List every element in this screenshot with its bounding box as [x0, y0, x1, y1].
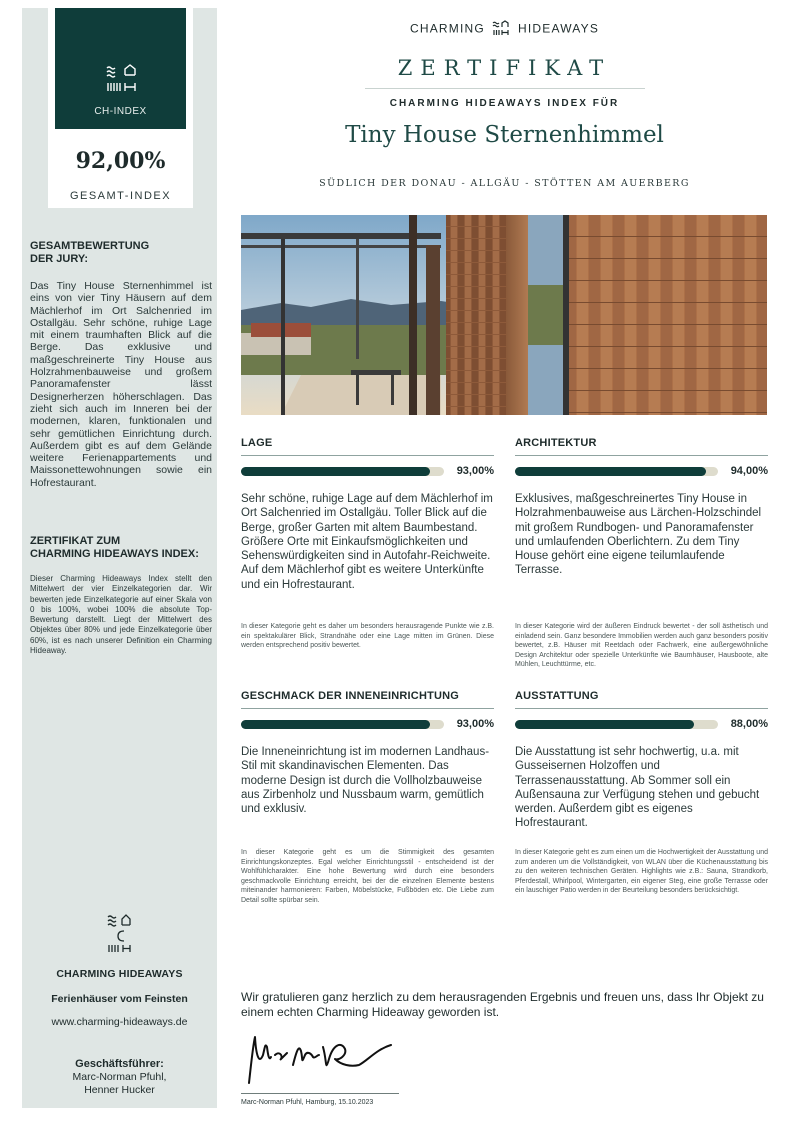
- category-note-ausstattung: In dieser Kategorie geht es zum einen um die Hochwertigkeit der Ausstattung und zum anderen um die Vollständigkeit, von WLAN über die Küchenausstattung bis zu den weiteren technischen Geräten. Highlights wie z.B.: Sauna, Strandkorb, Pferdestall, Whirlpool, Wintergarten, ein eigener Steg, eine große Terrasse oder ein lauschiger Patio werden in der Beurteilung besonders berücksichtigt.: [515, 849, 768, 895]
- total-index-label: GESAMT-INDEX: [69, 190, 172, 202]
- score-bar-row: [241, 709, 494, 739]
- jury-heading: [30, 240, 212, 266]
- certificate-subtitle: CHARMING HIDEAWAYS INDEX FÜR: [389, 98, 620, 109]
- category-title: ARCHITEKTUR: [515, 437, 597, 449]
- index-badge: [48, 8, 193, 208]
- jury-heading-line-1: GESAMTBEWERTUNG: [30, 240, 150, 252]
- category-note-lage: In dieser Kategorie geht es daher um besonders herausragende Punkte wie z.B. ein spektakulärer Blick, Strandnähe oder eine Lage mitten im Grünen. Diese werden entsprechend positiv bewertet.: [241, 623, 494, 650]
- score-value: 94,00%: [730, 465, 768, 477]
- index-heading-line-2: CHARMING HIDEAWAYS INDEX:: [30, 548, 199, 560]
- category-description: Die Ausstattung ist sehr hochwertig, u.a. mit Gusseisernen Holzoffen und Terrassenausstattung. Ab Sommer soll ein Außensauna zur Verfügung stehen und gebucht werden. Außerdem gibt es eigenes Hofrestaurant.: [515, 746, 760, 830]
- category-ausstattung: [515, 690, 768, 831]
- score-bar-fill: [241, 467, 430, 476]
- category-note-architektur: In dieser Kategorie wird der äußeren Eindruck bewertet - der soll ästhetisch und einladend sein. Ganz besondere Immobilien werden auch ganz besonders positiv bewertet, z.B. Häuser mit Reetdach oder Fachwerk, eine außergewöhnliche Design Architektur oder spezielle Unterkünfte wie Baumhäuser, Hausboote, alte Mühlen, Leuchttürme, etc.: [515, 623, 768, 669]
- category-title: GESCHMACK DER INNENEINRICHTUNG: [241, 690, 460, 702]
- footer-website-link[interactable]: www.charming-hideaways.de: [51, 1016, 188, 1028]
- score-bar-track: [241, 720, 444, 729]
- footer-logo-icon: [107, 913, 133, 958]
- brand-header: [241, 20, 768, 39]
- jury-heading-line-2: DER JURY:: [30, 253, 89, 265]
- signature-image: [241, 1025, 401, 1091]
- score-value: 88,00%: [730, 718, 768, 730]
- score-bar-row: [241, 456, 494, 486]
- category-title: AUSSTATTUNG: [515, 690, 599, 702]
- score-bar-track: [515, 467, 718, 476]
- score-bar-fill: [241, 720, 430, 729]
- category-description: Die Inneneinrichtung ist im modernen Landhaus-Stil mit skandinavischen Elementen. Das moderne Design ist durch die Vollholzbauweise aus Zirbenholz und Nussbaum warm, gemütlich und exklusiv.: [241, 746, 490, 816]
- brand-mark-icon: [492, 20, 510, 39]
- index-heading: [30, 535, 212, 561]
- category-title: LAGE: [241, 437, 273, 449]
- ceo-name-2: Henner Hucker: [84, 1084, 155, 1096]
- score-value: 93,00%: [456, 465, 494, 477]
- property-photo: [241, 215, 767, 415]
- brand-left: CHARMING: [409, 21, 485, 36]
- signature-line: [241, 1093, 399, 1094]
- jury-text: Das Tiny House Sternenhimmel ist eins von vier Tiny Häusern auf dem Mächlerhof im Ort Salchenried im Ostallgäu. Sehr schöne, ruhige Lage mit einem traumhaften Blick auf die Berge. Das exklusive und maßgeschreinerte Tiny House aus Holzrahmenbauweise und großem Panoramafenster lässt Designerherzen höherschlagen. Das zieht sich auch im Inneren bei der modernen, klaren, funktionalen und sehr gemütlichen Einrichtung durch. Außerdem gibt es auf dem Gelände weitere Ferienappartements und Maissonettewohnungen sowie ein Hofrestaurant.: [30, 280, 212, 489]
- score-bar-fill: [515, 467, 706, 476]
- sidebar: [22, 8, 217, 1108]
- ceo-names: [22, 1071, 217, 1097]
- score-bar-row: [515, 709, 768, 739]
- ch-logo-icon: [55, 63, 186, 93]
- title-divider: [365, 88, 645, 89]
- category-description: Sehr schöne, ruhige Lage auf dem Mächlerhof im Ort Salchenried im Ostallgäu. Toller Blick auf die Berge, großer Garten mit altem Baumbestand. Größere Orte mit Einkaufsmöglichkeiten und Sehenswürdigkeiten sind in Autofahr-Reichweite. Auf dem Mächlerhof gibt es weitere Unterkünfte und ein Hofrestaurant.: [241, 493, 493, 591]
- ceo-name-1: Marc-Norman Pfuhl,: [72, 1071, 167, 1083]
- index-heading-line-1: ZERTIFIKAT ZUM: [30, 535, 121, 547]
- badge-label: CH-INDEX: [94, 106, 147, 117]
- score-bar-track: [241, 467, 444, 476]
- score-bar-row: [515, 456, 768, 486]
- ceo-heading: Geschäftsführer:: [75, 1058, 164, 1070]
- certificate-title: ZERTIFIKAT: [397, 56, 612, 80]
- index-text: Dieser Charming Hideaways Index stellt den Mittelwert der vier Einzelkategorien dar. Wir bewerten jede Einzelkategorie auf einer Skala von 0 bis 100%, wobei 100% die absolute Top-Bewertung darstellt. Liegt der Mittelwert des Objektes über 80% und jede Einzelkategorie über 60%, ist es nach unserer Definition ein Charming Hideaway.: [30, 574, 212, 656]
- footer-brand: CHARMING HIDEAWAYS: [56, 968, 183, 980]
- property-location: SÜDLICH DER DONAU - ALLGÄU - STÖTTEN AM AUERBERG: [319, 178, 690, 189]
- brand-right: HIDEAWAYS: [518, 21, 600, 36]
- signature-caption: Marc-Norman Pfuhl, Hamburg, 15.10.2023: [241, 1099, 374, 1106]
- category-note-inneneinrichtung: In dieser Kategorie geht es um die Stimmigkeit des gesamten Einrichtungskonzeptes. Egal welcher Einrichtungsstil - entscheidend ist der Wohlfühlcharakter. Eine hohe Bewertung wird durch eine besonders geschmackvolle Einrichtung erreicht, bei der die einzelnen Elemente bestens miteinander harmonieren: Farben, Möbelstücke, Fußböden etc. Die Liebe zum Detail sollte spürbar sein.: [241, 849, 494, 904]
- category-architektur: [515, 437, 768, 578]
- score-value: 93,00%: [456, 718, 494, 730]
- badge-box: [55, 8, 186, 129]
- property-name: Tiny House Sternenhimmel: [345, 122, 664, 148]
- score-bar-track: [515, 720, 718, 729]
- category-description: Exklusives, maßgeschreinertes Tiny House in Holzrahmenbauweise aus Lärchen-Holzschindel mit großem Rundbogen- und Panoramafenster und umlaufenden Oberlichtern. Zu dem Tiny House gehört eine eigene teilumlaufende Terrasse.: [515, 493, 762, 577]
- footer-tagline: Ferienhäuser vom Feinsten: [51, 993, 188, 1005]
- score-bar-fill: [515, 720, 694, 729]
- category-lage: [241, 437, 494, 592]
- category-inneneinrichtung: [241, 690, 494, 816]
- congratulations-text: Wir gratulieren ganz herzlich zu dem herausragenden Ergebnis und freuen uns, dass Ihr Objekt zu einem echten Charming Hideaway geworden ist.: [241, 990, 764, 1019]
- total-index-score: 92,00%: [75, 148, 166, 174]
